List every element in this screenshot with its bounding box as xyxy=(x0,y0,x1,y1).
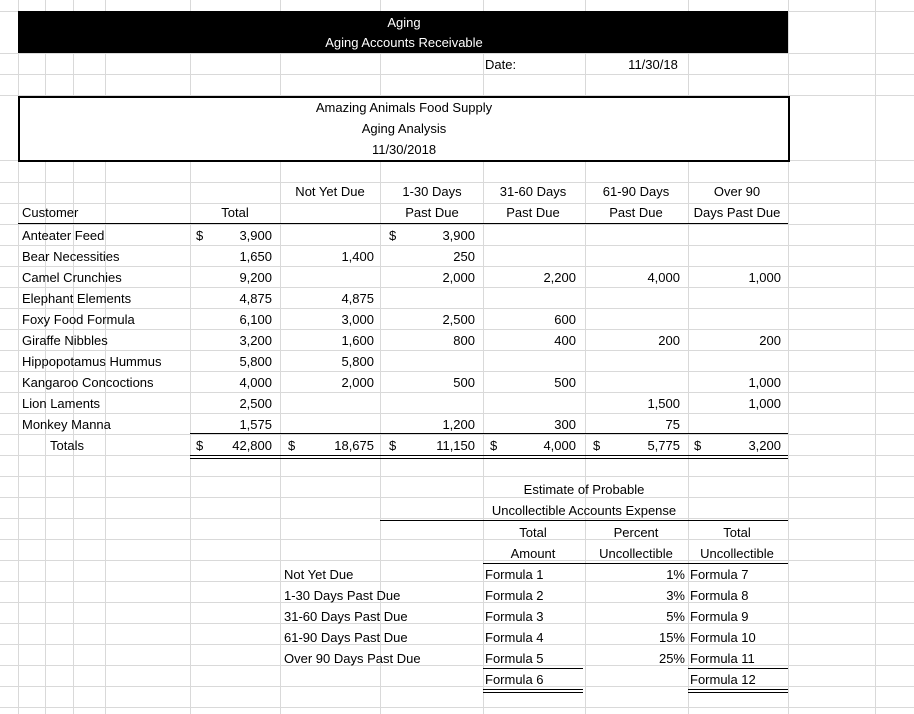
estimate-header-amount-line2[interactable]: Amount xyxy=(510,546,556,561)
header-31-60-line1[interactable]: 31-60 Days xyxy=(499,184,567,199)
date-value[interactable]: 11/30/18 xyxy=(628,57,678,72)
cell-d61-90[interactable]: 1,500 xyxy=(647,396,680,411)
cell-over90[interactable]: 200 xyxy=(759,333,781,348)
estimate-total-uncollectible[interactable]: Formula 12 xyxy=(690,672,756,687)
estimate-title-line1[interactable]: Estimate of Probable xyxy=(523,482,645,497)
customer-name[interactable]: Giraffe Nibbles xyxy=(22,333,108,348)
cell-d1-30[interactable]: 250 xyxy=(453,249,475,264)
cell-d61-90[interactable]: 200 xyxy=(658,333,680,348)
estimate-title-line2[interactable]: Uncollectible Accounts Expense xyxy=(491,503,677,518)
estimate-row-uncollectible[interactable]: Formula 7 xyxy=(690,567,749,582)
estimate-row-label[interactable]: Not Yet Due xyxy=(284,567,354,582)
cell-total[interactable]: 4,000 xyxy=(239,375,272,390)
cell-over90[interactable]: 1,000 xyxy=(748,375,781,390)
header-total[interactable]: Total xyxy=(221,205,249,220)
customer-name[interactable]: Hippopotamus Hummus xyxy=(22,354,162,369)
cell-d1-30[interactable]: 500 xyxy=(453,375,475,390)
report-name: Aging Analysis xyxy=(361,121,447,136)
header-61-90-line2[interactable]: Past Due xyxy=(609,205,663,220)
cell-total[interactable]: 9,200 xyxy=(239,270,272,285)
estimate-row-uncollectible[interactable]: Formula 10 xyxy=(690,630,756,645)
totals-total-currency: $ xyxy=(196,438,204,453)
estimate-row-amount[interactable]: Formula 2 xyxy=(485,588,544,603)
customer-name[interactable]: Anteater Feed xyxy=(22,228,105,243)
estimate-row-label[interactable]: 1-30 Days Past Due xyxy=(284,588,401,603)
company-name: Amazing Animals Food Supply xyxy=(315,100,493,115)
totals-not-yet-due[interactable]: 18,675 xyxy=(334,438,374,453)
customer-name[interactable]: Monkey Manna xyxy=(22,417,111,432)
estimate-total-amount[interactable]: Formula 6 xyxy=(485,672,544,687)
cell-d1-30[interactable]: 2,500 xyxy=(442,312,475,327)
estimate-row-label[interactable]: Over 90 Days Past Due xyxy=(284,651,421,666)
totals-double-underline xyxy=(190,455,788,459)
customer-name[interactable]: Elephant Elements xyxy=(22,291,132,306)
customer-name[interactable]: Kangaroo Concoctions xyxy=(22,375,154,390)
totals-31-60-currency: $ xyxy=(490,438,498,453)
estimate-header-amount-line1[interactable]: Total xyxy=(519,525,547,540)
currency-symbol: $ xyxy=(389,228,397,243)
totals-total[interactable]: 42,800 xyxy=(232,438,272,453)
cell-total[interactable]: 2,500 xyxy=(239,396,272,411)
totals-61-90-currency: $ xyxy=(593,438,601,453)
header-31-60-line2[interactable]: Past Due xyxy=(506,205,560,220)
cell-over90[interactable]: 1,000 xyxy=(748,396,781,411)
header-over-90-line2[interactable]: Days Past Due xyxy=(693,205,781,220)
estimate-row-percent[interactable]: 25% xyxy=(658,651,685,666)
estimate-header-percent-line2[interactable]: Uncollectible xyxy=(599,546,673,561)
estimate-row-percent[interactable]: 15% xyxy=(658,630,685,645)
estimate-row-uncollectible[interactable]: Formula 9 xyxy=(690,609,749,624)
cell-d31-60[interactable]: 300 xyxy=(554,417,576,432)
totals-31-60[interactable]: 4,000 xyxy=(543,438,576,453)
cell-nyd[interactable]: 2,000 xyxy=(341,375,374,390)
cell-nyd[interactable]: 4,875 xyxy=(341,291,374,306)
cell-total[interactable]: 3,900 xyxy=(239,228,272,243)
estimate-title-underline xyxy=(380,520,788,521)
estimate-unc-total-border xyxy=(688,668,788,669)
cell-total[interactable]: 3,200 xyxy=(239,333,272,348)
cell-nyd[interactable]: 1,400 xyxy=(341,249,374,264)
banner-subtitle: Aging Accounts Receivable xyxy=(325,35,483,50)
estimate-header-underline xyxy=(483,563,788,564)
header-over-90-line1[interactable]: Over 90 xyxy=(713,184,761,199)
header-customer[interactable]: Customer xyxy=(22,205,79,220)
cell-d31-60[interactable]: 500 xyxy=(554,375,576,390)
cell-over90[interactable]: 1,000 xyxy=(748,270,781,285)
cell-nyd[interactable]: 3,000 xyxy=(341,312,374,327)
totals-over-90-currency: $ xyxy=(694,438,702,453)
totals-label[interactable]: Totals xyxy=(50,438,84,453)
cell-total[interactable]: 1,650 xyxy=(239,249,272,264)
cell-total[interactable]: 1,575 xyxy=(239,417,272,432)
cell-nyd[interactable]: 5,800 xyxy=(341,354,374,369)
totals-over-90[interactable]: 3,200 xyxy=(748,438,781,453)
estimate-amount-total-border xyxy=(483,668,583,669)
estimate-row-amount[interactable]: Formula 3 xyxy=(485,609,544,624)
estimate-row-percent[interactable]: 3% xyxy=(666,588,685,603)
estimate-row-uncollectible[interactable]: Formula 11 xyxy=(690,651,755,666)
estimate-header-percent-line1[interactable]: Percent xyxy=(613,525,659,540)
report-date: 11/30/2018 xyxy=(371,142,437,157)
header-not-yet-due[interactable]: Not Yet Due xyxy=(295,184,365,199)
header-underline xyxy=(18,223,788,224)
totals-1-30-currency: $ xyxy=(389,438,397,453)
header-1-30-line1[interactable]: 1-30 Days xyxy=(402,184,462,199)
date-label[interactable]: Date: xyxy=(485,57,517,72)
cell-total[interactable]: 5,800 xyxy=(239,354,272,369)
cell-total[interactable]: 6,100 xyxy=(239,312,272,327)
estimate-row-amount[interactable]: Formula 4 xyxy=(485,630,544,645)
estimate-row-label[interactable]: 31-60 Days Past Due xyxy=(284,609,408,624)
cell-total[interactable]: 4,875 xyxy=(239,291,272,306)
estimate-header-uncollectible-line2[interactable]: Uncollectible xyxy=(700,546,774,561)
customer-name[interactable]: Lion Laments xyxy=(22,396,101,411)
customer-name[interactable]: Bear Necessities xyxy=(22,249,120,264)
totals-top-border xyxy=(190,433,788,434)
estimate-row-percent[interactable]: 5% xyxy=(666,609,685,624)
estimate-unc-double-underline xyxy=(688,689,788,693)
totals-nyd-currency: $ xyxy=(288,438,296,453)
estimate-row-uncollectible[interactable]: Formula 8 xyxy=(690,588,749,603)
estimate-row-label[interactable]: 61-90 Days Past Due xyxy=(284,630,408,645)
cell-d31-60[interactable]: 400 xyxy=(554,333,576,348)
totals-61-90[interactable]: 5,775 xyxy=(647,438,680,453)
totals-1-30[interactable]: 11,150 xyxy=(436,438,475,453)
header-61-90-line1[interactable]: 61-90 Days xyxy=(602,184,670,199)
cell-d61-90[interactable]: 75 xyxy=(665,417,680,432)
estimate-row-amount[interactable]: Formula 1 xyxy=(485,567,544,582)
customer-name[interactable]: Camel Crunchies xyxy=(22,270,122,285)
header-1-30-line2[interactable]: Past Due xyxy=(405,205,459,220)
estimate-amount-double-underline xyxy=(483,689,583,693)
cell-d31-60[interactable]: 2,200 xyxy=(543,270,576,285)
cell-d1-30[interactable]: 2,000 xyxy=(442,270,475,285)
estimate-header-uncollectible-line1[interactable]: Total xyxy=(723,525,751,540)
estimate-row-amount[interactable]: Formula 5 xyxy=(485,651,544,666)
cell-d1-30[interactable]: 3,900 xyxy=(442,228,475,243)
cell-d61-90[interactable]: 4,000 xyxy=(647,270,680,285)
currency-symbol: $ xyxy=(196,228,204,243)
cell-d31-60[interactable]: 600 xyxy=(554,312,576,327)
cell-d1-30[interactable]: 1,200 xyxy=(442,417,475,432)
cell-d1-30[interactable]: 800 xyxy=(453,333,475,348)
estimate-row-percent[interactable]: 1% xyxy=(666,567,685,582)
customer-name[interactable]: Foxy Food Formula xyxy=(22,312,135,327)
cell-nyd[interactable]: 1,600 xyxy=(341,333,374,348)
banner-title: Aging xyxy=(387,15,421,30)
